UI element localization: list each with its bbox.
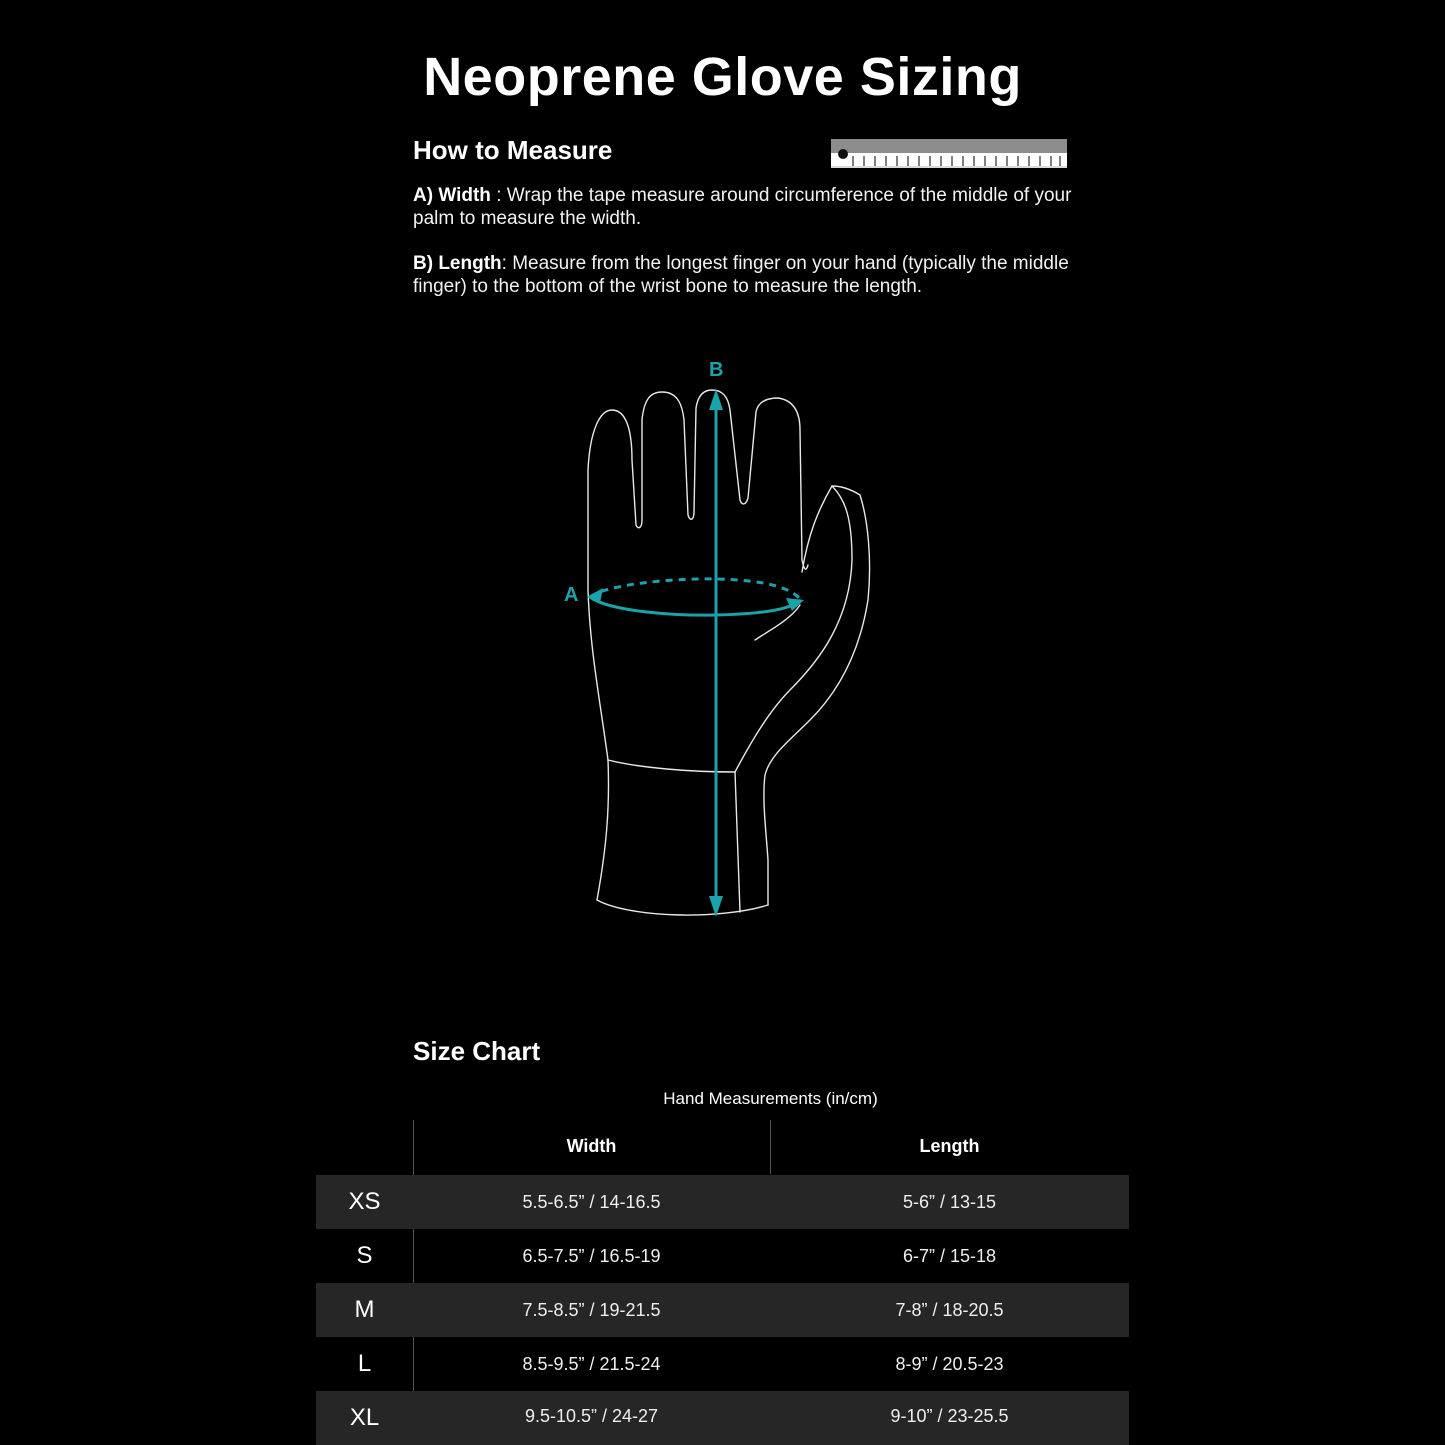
length-instruction-text: : Measure from the longest finger on your hand (typically the middle finger) to the bottom of the wrist bone to measure the length.	[413, 253, 1069, 297]
width-cell: 9.5-10.5” / 24-27	[524, 1406, 659, 1426]
size-label: M	[354, 1296, 375, 1323]
width-instruction-text: : Wrap the tape measure around circumference of the middle of your palm to measure the width.	[413, 185, 1072, 229]
cuff-seam	[735, 772, 740, 912]
width-cell: 6.5-7.5” / 16.5-19	[522, 1246, 661, 1266]
size-label: L	[357, 1350, 372, 1377]
cuff-left	[597, 760, 609, 900]
width-cell: 7.5-8.5” / 19-21.5	[522, 1300, 661, 1320]
glove-diagram	[540, 350, 900, 930]
table-row	[316, 1175, 1129, 1229]
length-cell: 6-7” / 15-18	[902, 1246, 997, 1266]
length-cell: 8-9” / 20.5-23	[895, 1354, 1004, 1374]
length-cell: 5-6” / 13-15	[902, 1192, 997, 1212]
size-label: S	[356, 1242, 373, 1269]
thumb-inner	[735, 486, 852, 772]
table-group-header: Hand Measurements (in/cm)	[663, 1089, 878, 1108]
length-cell: 9-10” / 23-25.5	[890, 1406, 1009, 1426]
table-row	[316, 1391, 1129, 1445]
width-arrow-head-right	[786, 598, 804, 611]
page-title: Neoprene Glove Sizing	[423, 47, 1022, 107]
length-instruction	[413, 252, 1083, 298]
table-row	[316, 1283, 1129, 1337]
size-label: XL	[349, 1404, 380, 1431]
how-to-measure-heading: How to Measure	[413, 135, 613, 165]
width-instruction	[413, 184, 1083, 230]
tape-measure-icon	[831, 139, 1067, 168]
width-ellipse-back	[590, 579, 801, 600]
table-row	[316, 1229, 1129, 1283]
width-cell: 5.5-6.5” / 14-16.5	[522, 1192, 661, 1212]
length-instruction-label: B) Length	[413, 253, 502, 274]
length-cell: 7-8” / 18-20.5	[895, 1300, 1004, 1320]
glove-outline	[588, 390, 808, 760]
length-label-b: B	[709, 359, 724, 381]
thumb-outline	[764, 486, 870, 905]
column-header-length: Length	[919, 1136, 980, 1156]
size-chart-heading: Size Chart	[413, 1036, 541, 1066]
cuff-bottom	[597, 900, 768, 915]
table-row	[316, 1337, 1129, 1391]
width-ellipse-front	[590, 597, 801, 615]
width-instruction-label: A) Width	[413, 185, 491, 206]
column-header-width: Width	[566, 1136, 617, 1156]
size-label: XS	[348, 1188, 381, 1215]
width-label-a: A	[564, 584, 579, 606]
width-cell: 8.5-9.5” / 21.5-24	[522, 1354, 661, 1374]
